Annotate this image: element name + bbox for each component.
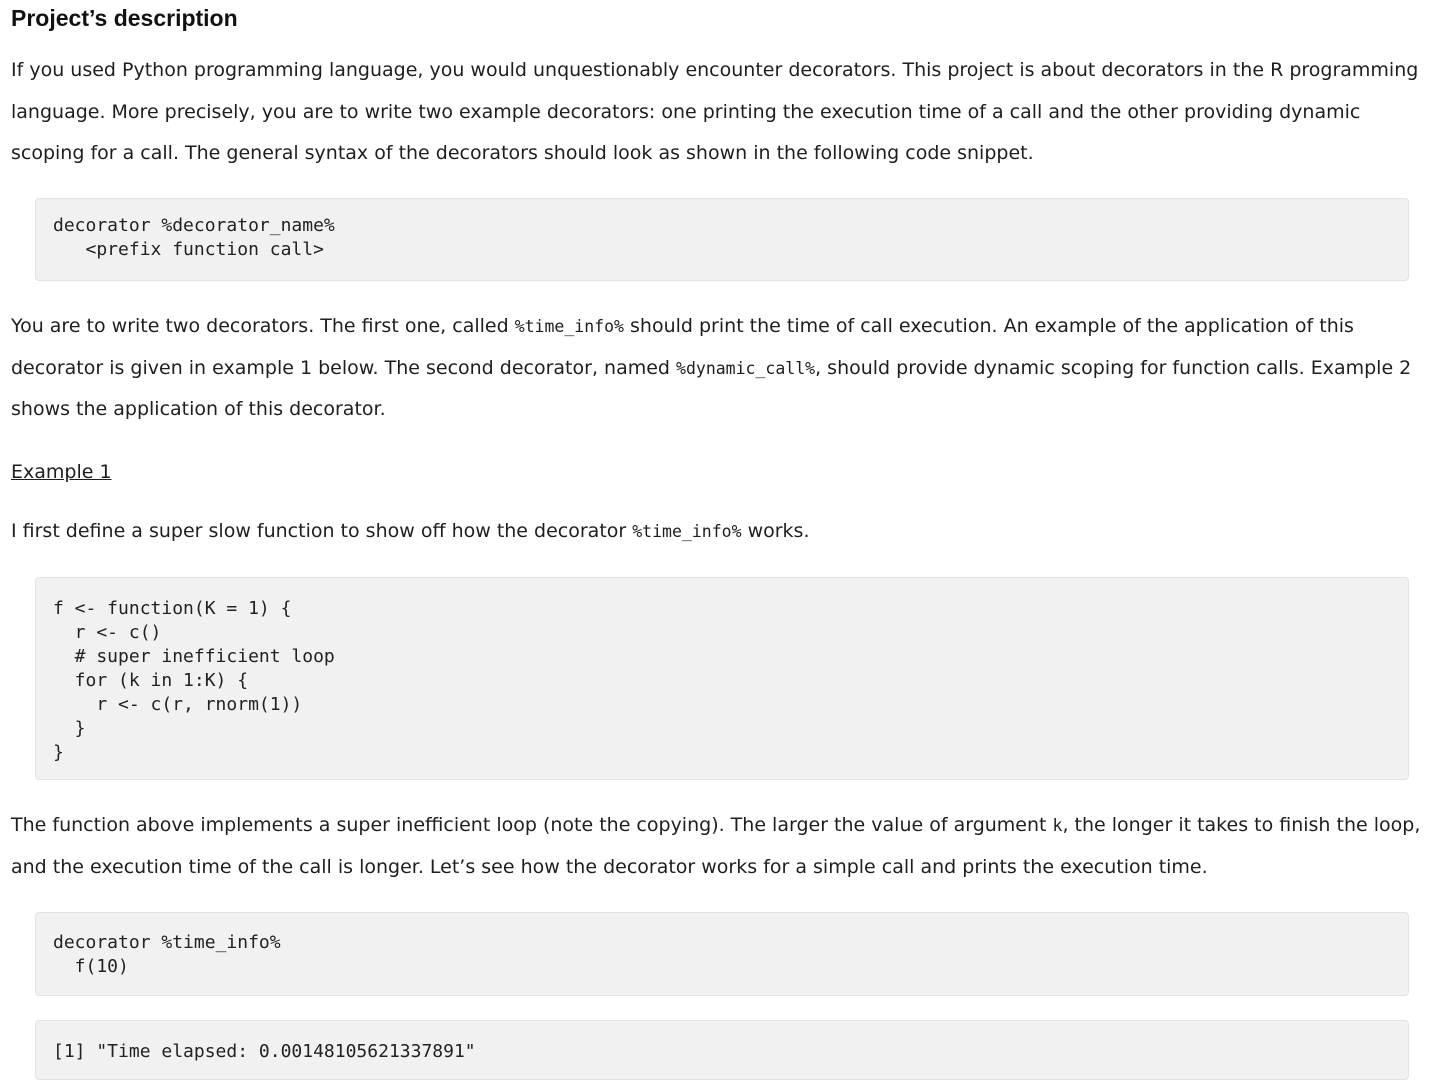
inline-code: %dynamic_call% [676,358,816,378]
call-code-block: decorator %time_info% f(10) [35,912,1409,996]
inline-code: %time_info% [632,522,742,541]
explanation-paragraph [11,805,1433,888]
text-segment: , should provide dynamic scoping for function calls. Example 2 shows the application of this decorator. [11,356,1412,420]
text-segment: I first define a super slow function to show off how the decorator [11,520,633,542]
text-segment: works. [741,520,810,542]
intro-paragraph: If you used Python programming language, you would unquestionably encounter decorators. This project is about decorators in the R programming language. More precisely, you are to write two example decorators: one printing the execution time of a call and the other providing dynamic scoping for a call. The general syntax of the decorators should look as shown in the following code snippet. [11,59,1419,164]
inline-code: k [1052,816,1063,835]
text-segment: You are to write two decorators. The first one, called [11,315,515,337]
example1-intro-paragraph [11,511,1433,553]
text-segment: should print the time of call execution. An example of the application of this decorator is given in example 1 below. The second decorator, named [11,315,1354,379]
inline-code: %time_info% [514,317,624,336]
function-code-block: f <- function(K = 1) { r <- c() # super inefficient loop for (k in 1:K) { r <- c(r, rnorm(1)) } } [35,577,1409,780]
output-code-block: [1] "Time elapsed: 0.00148105621337891" [35,1020,1409,1080]
syntax-code-block: decorator %decorator_name% <prefix function call> [35,198,1409,281]
text-segment: , the longer it takes to finish the loop, and the execution time of the call is longer. Let’s see how the decorator works for a simple call and prints the execution time. [11,814,1421,878]
text-segment: The function above implements a super inefficient loop (note the copying). The larger the value of argument [11,814,1053,836]
page-title: Project’s description [11,5,238,31]
decorators-paragraph [11,306,1433,431]
example1-heading: Example 1 [11,461,112,483]
